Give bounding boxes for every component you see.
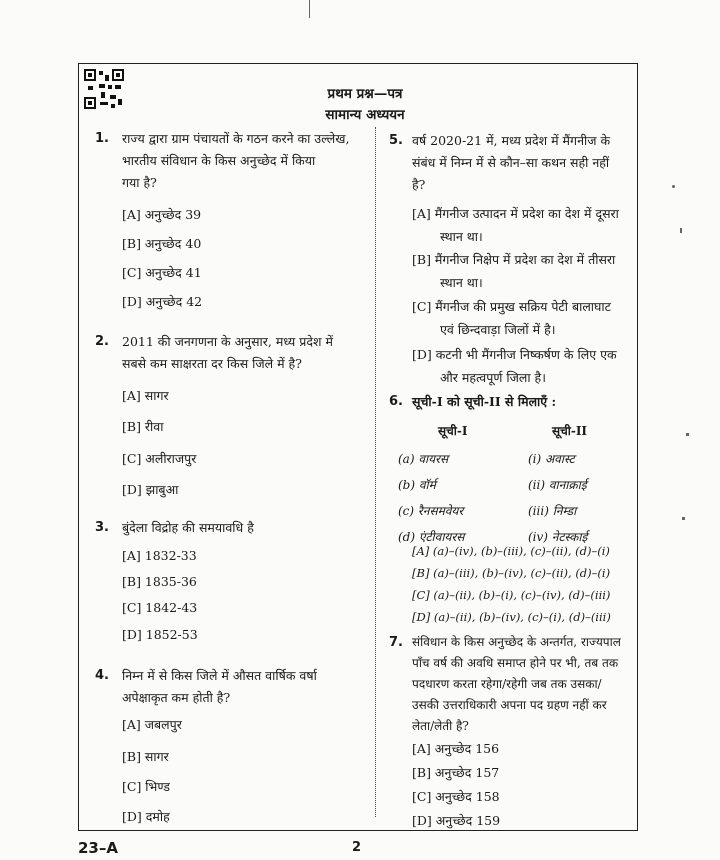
list-2 <box>528 446 587 550</box>
option-b[interactable]: [B] सागर <box>122 749 169 764</box>
list-item: (a) वायरस <box>398 452 449 466</box>
list-item: (iv) नेटस्काई <box>528 530 588 544</box>
question-text: संविधान के किस अनुच्छेद के अन्तर्गत, राज्यपाल पाँच वर्ष की अवधि समाप्त होने पर भी, तब तक पदधारण करता रहेगा/रहेगी जब तक उसका/ उसकी उत्तराधिकारी अपना पद ग्रहण नहीं कर लेता/लेती है? <box>412 635 621 733</box>
paper-title: प्रथम प्रश्न—पत्र <box>327 86 403 102</box>
option-c[interactable]: [C] अनुच्छेद 158 <box>412 789 500 804</box>
option-a[interactable]: [A] मैंगनीज उत्पादन में प्रदेश का देश में दूसरा स्थान था। <box>412 206 619 244</box>
booklet-code: 23–A <box>78 839 118 857</box>
question-text: बुंदेला विद्रोह की समयावधि है <box>122 520 254 535</box>
list-2-heading: सूची-II <box>552 424 588 438</box>
question-number: 4. <box>95 668 109 683</box>
option-c[interactable]: [C] अनुच्छेद 41 <box>122 265 202 280</box>
question-text: 2011 की जनगणना के अनुसार, मध्य प्रदेश में सबसे कम साक्षरता दर किस जिले में है? <box>122 334 333 371</box>
scan-mark <box>682 517 685 520</box>
list-item: (i) अवास्ट <box>528 452 575 466</box>
option-d[interactable]: [D] दमोह <box>122 809 170 824</box>
option-b[interactable]: [B] अनुच्छेद 157 <box>412 765 500 780</box>
question-number: 1. <box>95 131 109 146</box>
question-text: सूची-I को सूची-II से मिलाएँ : <box>412 394 557 409</box>
option-a[interactable]: [A] 1832-33 <box>122 548 197 563</box>
option-c[interactable]: [C] मैंगनीज की प्रमुख सक्रिय पेटी बालाघाट एवं छिन्दवाड़ा जिलों में है। <box>412 299 611 337</box>
option-c[interactable]: [C] अलीराजपुर <box>122 451 197 466</box>
question-text: राज्य द्वारा ग्राम पंचायतों के गठन करने का उल्लेख, भारतीय संविधान के किस अनुच्छेद में किया गया है? <box>122 131 350 190</box>
list-item: (ii) वानाक्राई <box>528 478 587 492</box>
option-b[interactable]: [B] (a)–(iii), (b)–(iv), (c)–(ii), (d)–(i) <box>412 566 611 580</box>
question-text: निम्न में से किस जिले में औसत वार्षिक वर्षा अपेक्षाकृत कम होती है? <box>122 668 317 705</box>
option-a[interactable]: [A] अनुच्छेद 156 <box>412 741 500 756</box>
question-text: वर्ष 2020-21 में, मध्य प्रदेश में मैंगनीज के संबंध में निम्न में से कौन–सा कथन सही नहीं है? <box>412 133 611 192</box>
option-d[interactable]: [D] अनुच्छेद 42 <box>122 294 203 309</box>
scan-mark <box>672 185 675 188</box>
qr-code-icon <box>84 69 124 109</box>
option-a[interactable]: [A] अनुच्छेद 39 <box>122 207 202 222</box>
option-b[interactable]: [B] रीवा <box>122 419 164 434</box>
scan-mark <box>309 0 310 18</box>
question-number: 7. <box>389 635 403 650</box>
option-d[interactable]: [D] अनुच्छेद 159 <box>412 813 501 828</box>
scan-mark <box>686 433 689 436</box>
question-number: 5. <box>389 133 403 148</box>
column-divider <box>375 127 377 817</box>
option-c[interactable]: [C] (a)–(ii), (b)–(i), (c)–(iv), (d)–(iii) <box>412 588 611 602</box>
option-d[interactable]: [D] (a)–(ii), (b)–(iv), (c)–(i), (d)–(iii) <box>412 610 611 624</box>
list-item: (d) एंटीवायरस <box>398 530 465 544</box>
paper-subject: सामान्य अध्ययन <box>325 107 405 123</box>
option-d[interactable]: [D] झाबुआ <box>122 482 179 497</box>
question-number: 6. <box>389 394 403 409</box>
list-item: (b) वॉर्म <box>398 478 436 492</box>
option-d[interactable]: [D] 1852-53 <box>122 627 198 642</box>
option-a[interactable]: [A] सागर <box>122 388 169 403</box>
option-a[interactable]: [A] जबलपुर <box>122 717 182 732</box>
question-number: 3. <box>95 520 109 535</box>
page-number: 2 <box>352 840 362 855</box>
option-c[interactable]: [C] 1842-43 <box>122 600 198 615</box>
question-number: 2. <box>95 334 109 349</box>
option-b[interactable]: [B] मैंगनीज निक्षेप में प्रदेश का देश में तीसरा स्थान था। <box>412 252 616 290</box>
list-1-heading: सूची-I <box>438 424 468 438</box>
option-b[interactable]: [B] 1835-36 <box>122 574 197 589</box>
option-b[interactable]: [B] अनुच्छेद 40 <box>122 236 202 251</box>
option-d[interactable]: [D] कटनी भी मैंगनीज निष्कर्षण के लिए एक और महत्वपूर्ण जिला है। <box>412 347 617 385</box>
list-1 <box>398 446 464 550</box>
option-c[interactable]: [C] भिण्ड <box>122 779 170 794</box>
list-item: (c) रैनसमवेयर <box>398 504 464 518</box>
scan-mark <box>680 228 682 233</box>
option-a[interactable]: [A] (a)–(iv), (b)–(iii), (c)–(ii), (d)–(i) <box>412 544 610 558</box>
list-item: (iii) निम्डा <box>528 504 577 518</box>
